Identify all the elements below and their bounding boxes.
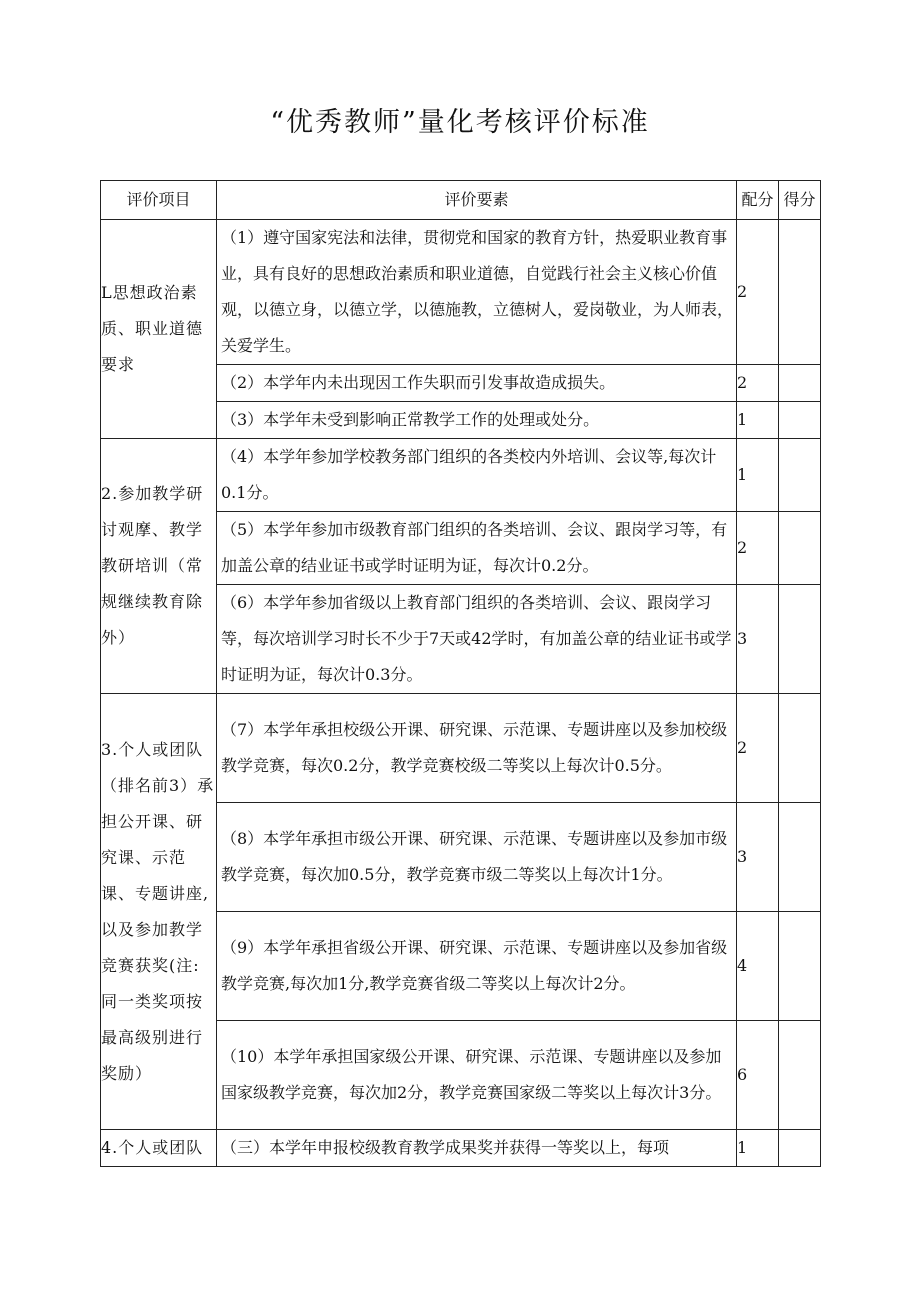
got-cell[interactable] <box>779 1130 821 1167</box>
element-cell: （5）本学年参加市级教育部门组织的各类培训、会议、跟岗学习等，有加盖公章的结业证书或学时证明为证，每次计0.2分。 <box>217 512 737 585</box>
got-cell[interactable] <box>779 803 821 912</box>
score-cell: 3 <box>737 803 779 912</box>
got-cell[interactable] <box>779 439 821 512</box>
score-cell: 2 <box>737 365 779 402</box>
element-cell: （3）本学年未受到影响正常教学工作的处理或处分。 <box>217 402 737 439</box>
got-cell[interactable] <box>779 1021 821 1130</box>
page-title: “优秀教师”量化考核评价标准 <box>270 107 650 138</box>
element-cell: （1）遵守国家宪法和法律，贯彻党和国家的教育方针，热爱职业教育事业，具有良好的思想政治素质和职业道德，自觉践行社会主义核心价值观，以德立身，以德立学，以德施教，立德树人，爱岗敬业，为人师表，关爱学生。 <box>217 220 737 365</box>
element-cell: （2）本学年内未出现因工作失职而引发事故造成损失。 <box>217 365 737 402</box>
score-cell: 2 <box>737 220 779 365</box>
evaluation-table <box>100 180 821 1167</box>
header-item: 评价项目 <box>101 181 217 220</box>
element-cell: （6）本学年参加省级以上教育部门组织的各类培训、会议、跟岗学习等，每次培训学习时长不少于7天或42学时，有加盖公章的结业证书或学时证明为证，每次计0.3分。 <box>217 585 737 694</box>
element-cell: （9）本学年承担省级公开课、研究课、示范课、专题讲座以及参加省级教学竞赛,每次加1分,教学竞赛省级二等奖以上每次计2分。 <box>217 912 737 1021</box>
category-cell: 3.个人或团队（排名前3）承担公开课、研究课、示范课、专题讲座,以及参加教学竞赛获奖(注:同一类奖项按最高级别进行奖励） <box>101 694 217 1130</box>
got-cell[interactable] <box>779 912 821 1021</box>
element-cell: （10）本学年承担国家级公开课、研究课、示范课、专题讲座以及参加国家级教学竞赛，每次加2分，教学竞赛国家级二等奖以上每次计3分。 <box>217 1021 737 1130</box>
got-cell[interactable] <box>779 512 821 585</box>
category-cell: L思想政治素质、职业道德要求 <box>101 220 217 439</box>
score-cell: 2 <box>737 694 779 803</box>
got-cell[interactable] <box>779 694 821 803</box>
element-cell: （7）本学年承担校级公开课、研究课、示范课、专题讲座以及参加校级教学竞赛，每次0.2分，教学竞赛校级二等奖以上每次计0.5分。 <box>217 694 737 803</box>
table-row <box>101 439 821 512</box>
table-header-row <box>101 181 821 220</box>
score-cell: 3 <box>737 585 779 694</box>
table-row <box>101 220 821 365</box>
table-row <box>101 1130 821 1167</box>
score-cell: 1 <box>737 402 779 439</box>
element-cell: （4）本学年参加学校教务部门组织的各类校内外培训、会议等,每次计0.1分。 <box>217 439 737 512</box>
score-cell: 6 <box>737 1021 779 1130</box>
score-cell: 1 <box>737 439 779 512</box>
table-row <box>101 694 821 803</box>
header-got: 得分 <box>779 181 821 220</box>
got-cell[interactable] <box>779 402 821 439</box>
category-cell: 4.个人或团队 <box>101 1130 217 1167</box>
category-cell: 2.参加教学研讨观摩、教学教研培训（常规继续教育除外） <box>101 439 217 694</box>
element-cell: （8）本学年承担市级公开课、研究课、示范课、专题讲座以及参加市级教学竞赛，每次加0.5分，教学竞赛市级二等奖以上每次计1分。 <box>217 803 737 912</box>
score-cell: 1 <box>737 1130 779 1167</box>
header-element: 评价要素 <box>217 181 737 220</box>
element-cell: （三）本学年申报校级教育教学成果奖并获得一等奖以上，每项 <box>217 1130 737 1167</box>
got-cell[interactable] <box>779 585 821 694</box>
score-cell: 2 <box>737 512 779 585</box>
got-cell[interactable] <box>779 365 821 402</box>
got-cell[interactable] <box>779 220 821 365</box>
score-cell: 4 <box>737 912 779 1021</box>
header-score: 配分 <box>737 181 779 220</box>
